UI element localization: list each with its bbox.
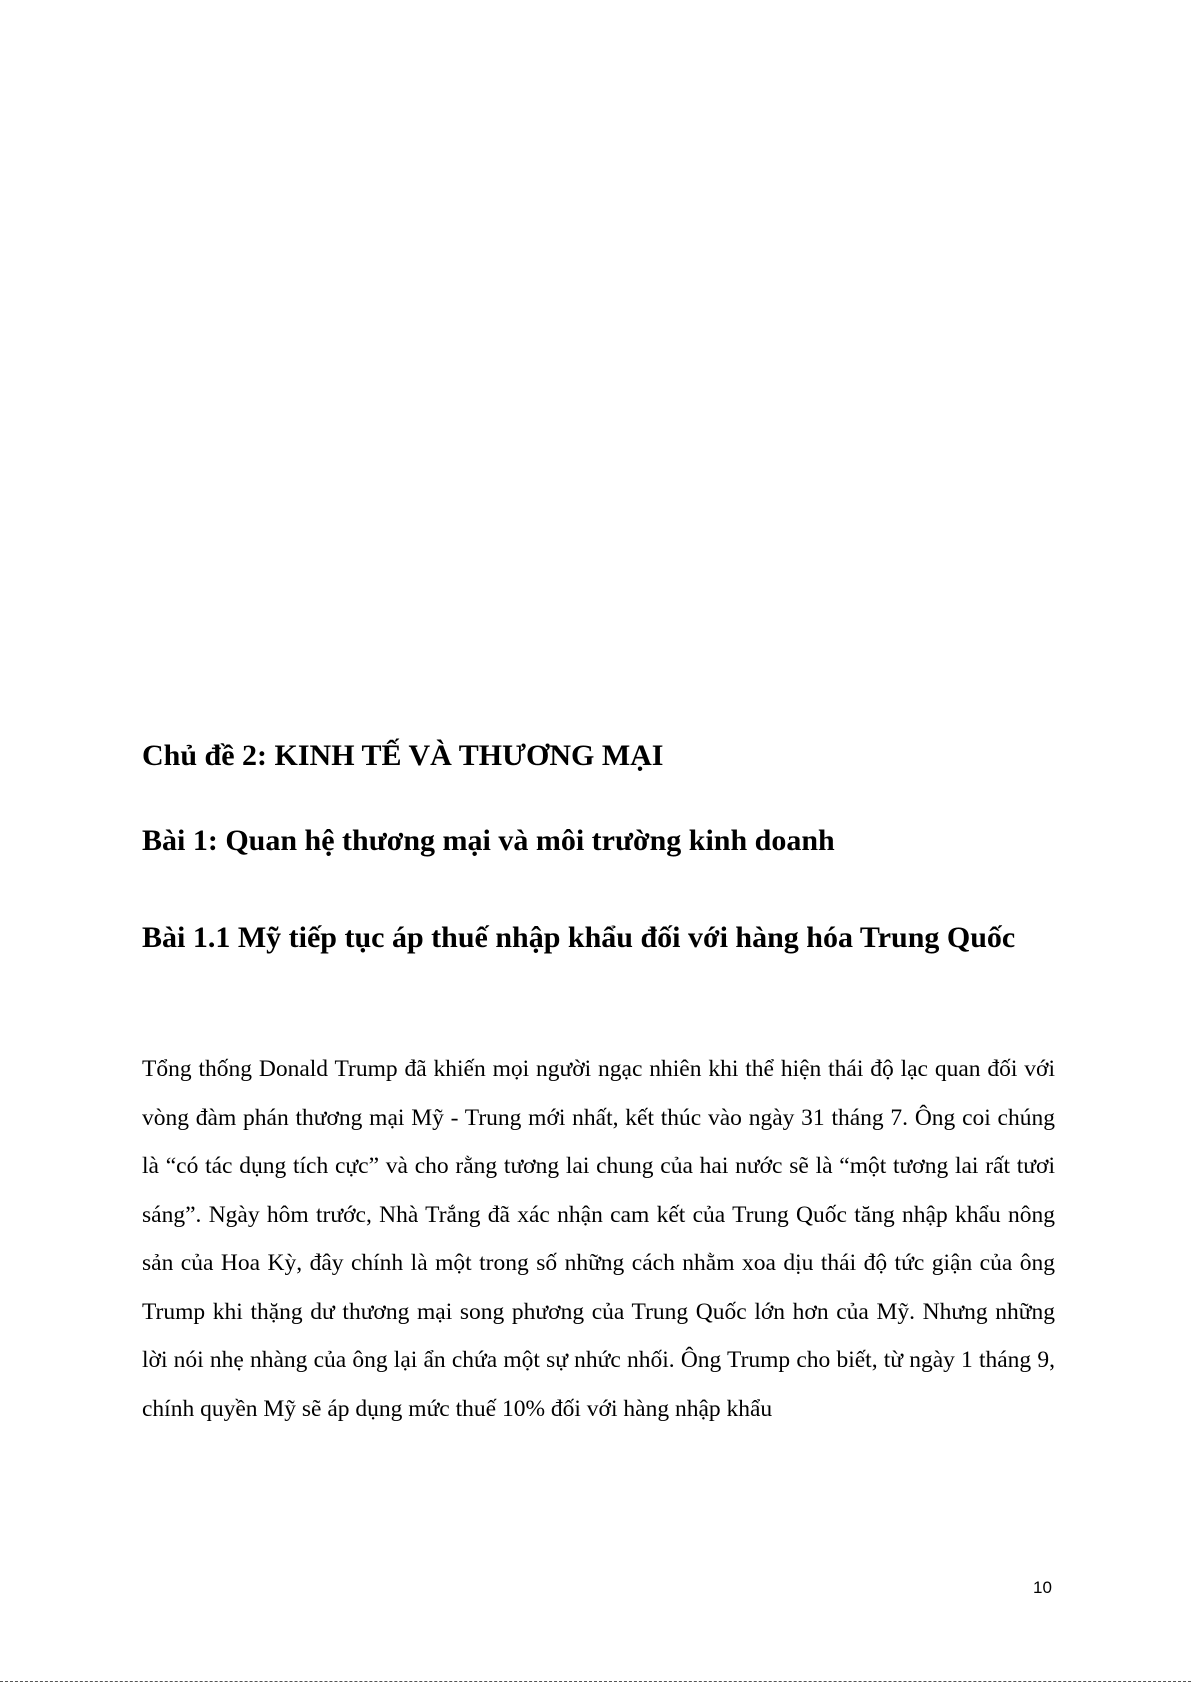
page-number: 10 xyxy=(1033,1578,1052,1597)
topic-heading: Chủ đề 2: KINH TẾ VÀ THƯƠNG MẠI xyxy=(142,739,664,772)
body-paragraph: Tổng thống Donald Trump đã khiến mọi người ngạc nhiên khi thể hiện thái độ lạc quan đối với vòng đàm phán thương mại Mỹ - Trung mới nhất, kết thúc vào ngày 31 tháng 7. Ông coi chúng là “có tác dụng tích cực” và cho rằng tương lai chung của hai nước sẽ là “một tương lai rất tươi sáng”. Ngày hôm trước, Nhà Trắng đã xác nhận cam kết của Trung Quốc tăng nhập khẩu nông sản của Hoa Kỳ, đây chính là một trong số những cách nhằm xoa dịu thái độ tức giận của ông Trump khi thặng dư thương mại song phương của Trung Quốc lớn hơn của Mỹ. Nhưng những lời nói nhẹ nhàng của ông lại ẩn chứa một sự nhức nhối. Ông Trump cho biết, từ ngày 1 tháng 9, chính quyền Mỹ sẽ áp dụng mức thuế 10% đối với hàng nhập khẩu xyxy=(142,1056,1055,1422)
section-heading: Bài 1.1 Mỹ tiếp tục áp thuế nhập khẩu đối với hàng hóa Trung Quốc xyxy=(142,921,1016,954)
lesson-heading: Bài 1: Quan hệ thương mại và môi trường kinh doanh xyxy=(142,824,835,857)
footer-divider xyxy=(0,1681,1191,1682)
